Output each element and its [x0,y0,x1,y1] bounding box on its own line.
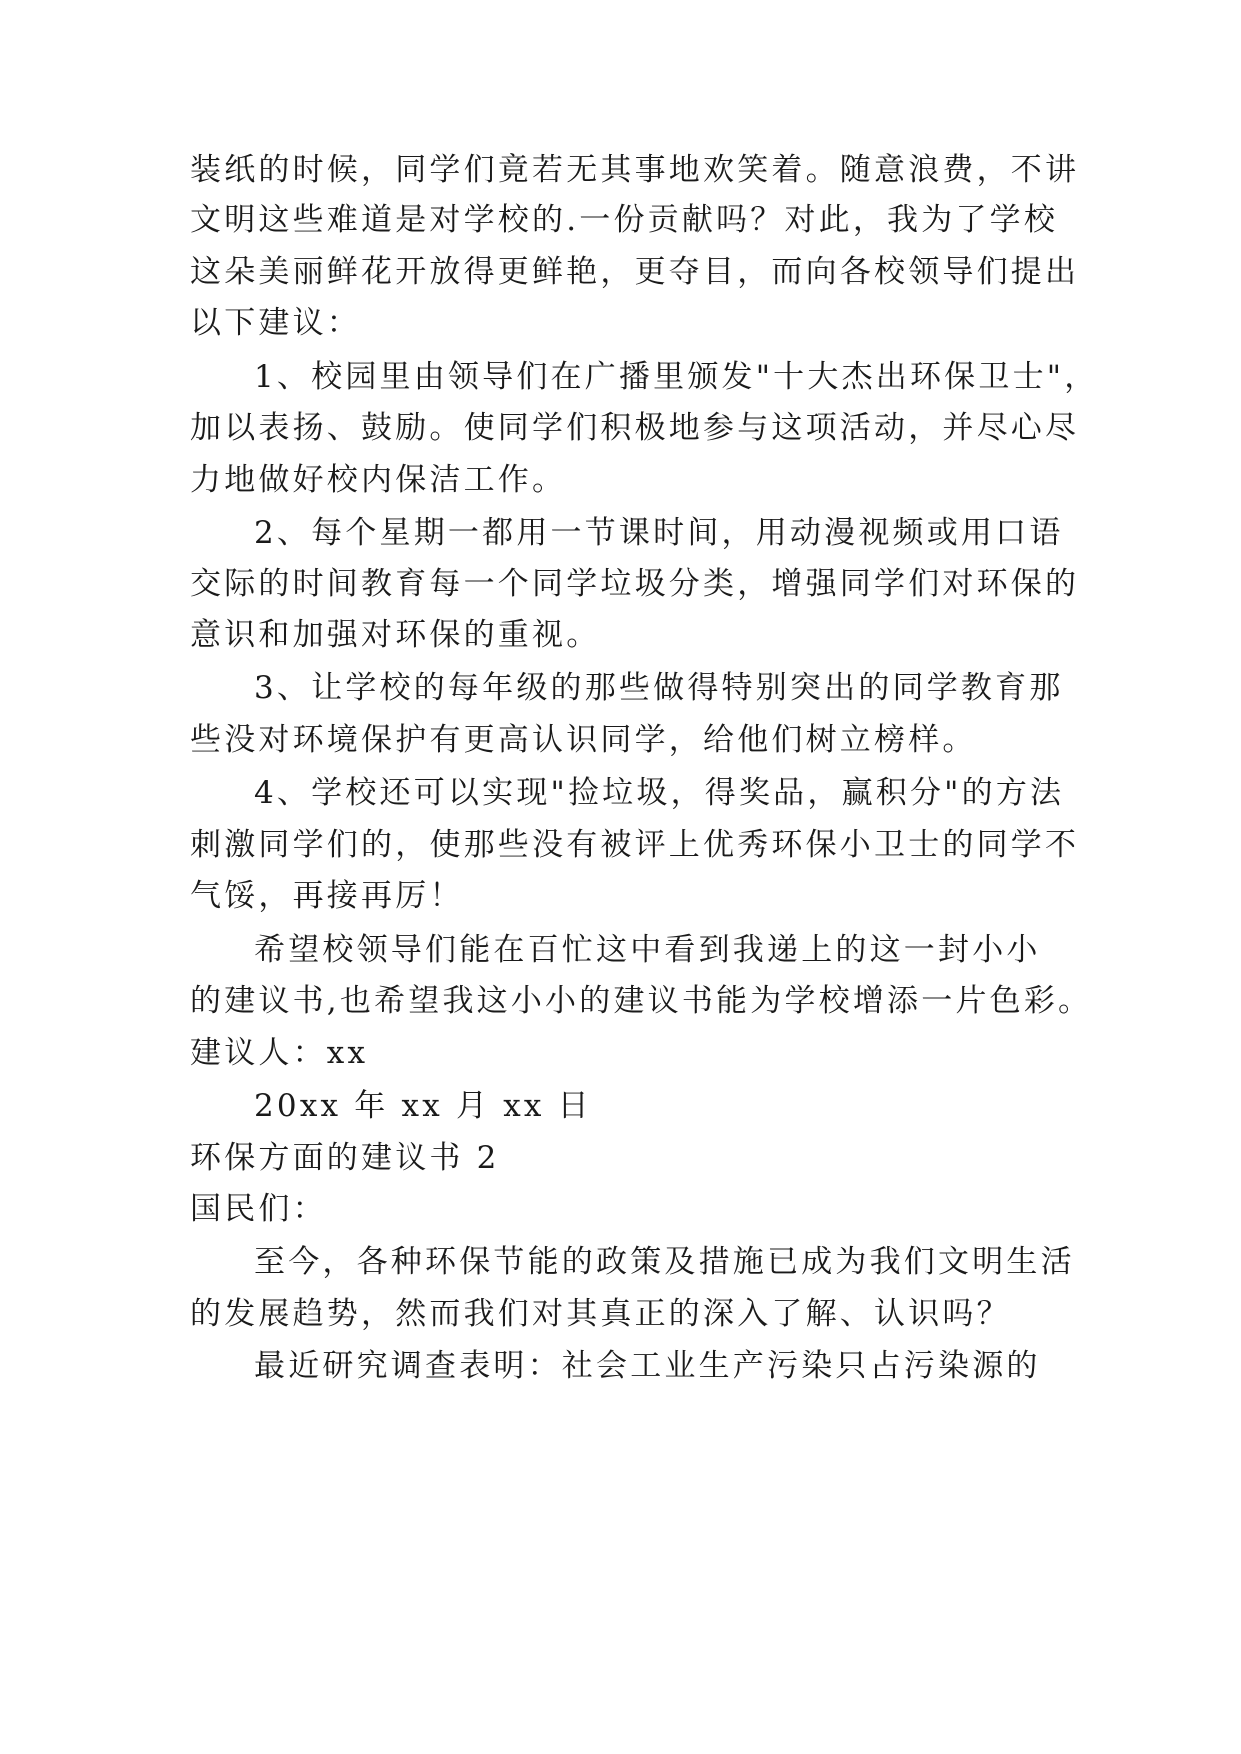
text-line: 这朵美丽鲜花开放得更鲜艳，更夺目，而向各校领导们提出 [190,254,1080,290]
list-item: 4、学校还可以实现"捡垃圾，得奖品，赢积分"的方法 [254,775,1065,811]
section-title: 环保方面的建议书 2 [190,1140,500,1176]
text-line: 的发展趋势，然而我们对其真正的深入了解、认识吗？ [190,1296,1011,1332]
text-line: 以下建议： [190,305,361,341]
text-line: 气馁，再接再厉！ [190,878,464,914]
date-line: 20xx 年 xx 月 xx 日 [254,1088,592,1124]
text-line: 至今，各种环保节能的政策及措施已成为我们文明生活 [254,1244,1075,1280]
text-line: 的建议书,也希望我这小小的建议书能为学校增添一片色彩。 [190,983,1093,1019]
list-item: 2、每个星期一都用一节课时间，用动漫视频或用口语 [254,515,1064,551]
list-item: 1、校园里由领导们在广播里颁发"十大杰出环保卫士"， [254,359,1099,395]
text-line: 最近研究调查表明：社会工业生产污染只占污染源的 [254,1348,1041,1384]
text-line: 力地做好校内保洁工作。 [190,462,567,498]
list-item: 3、让学校的每年级的那些做得特别突出的同学教育那 [254,670,1064,706]
text-line: 交际的时间教育每一个同学垃圾分类，增强同学们对环保的 [190,566,1080,602]
salutation: 国民们： [190,1191,327,1227]
text-line: 意识和加强对环保的重视。 [190,617,601,653]
text-line: 些没对环境保护有更高认识同学，给他们树立榜样。 [190,722,977,758]
signer-line: 建议人：xx [190,1035,369,1071]
text-line: 希望校领导们能在百忙这中看到我递上的这一封小小 [254,932,1041,968]
text-line: 加以表扬、鼓励。使同学们积极地参与这项活动，并尽心尽 [190,410,1080,446]
text-line: 刺激同学们的，使那些没有被评上优秀环保小卫士的同学不 [190,827,1080,863]
text-line: 文明这些难道是对学校的.一份贡献吗？对此，我为了学校 [190,202,1059,238]
text-line: 装纸的时候，同学们竟若无其事地欢笑着。随意浪费，不讲 [190,152,1080,188]
